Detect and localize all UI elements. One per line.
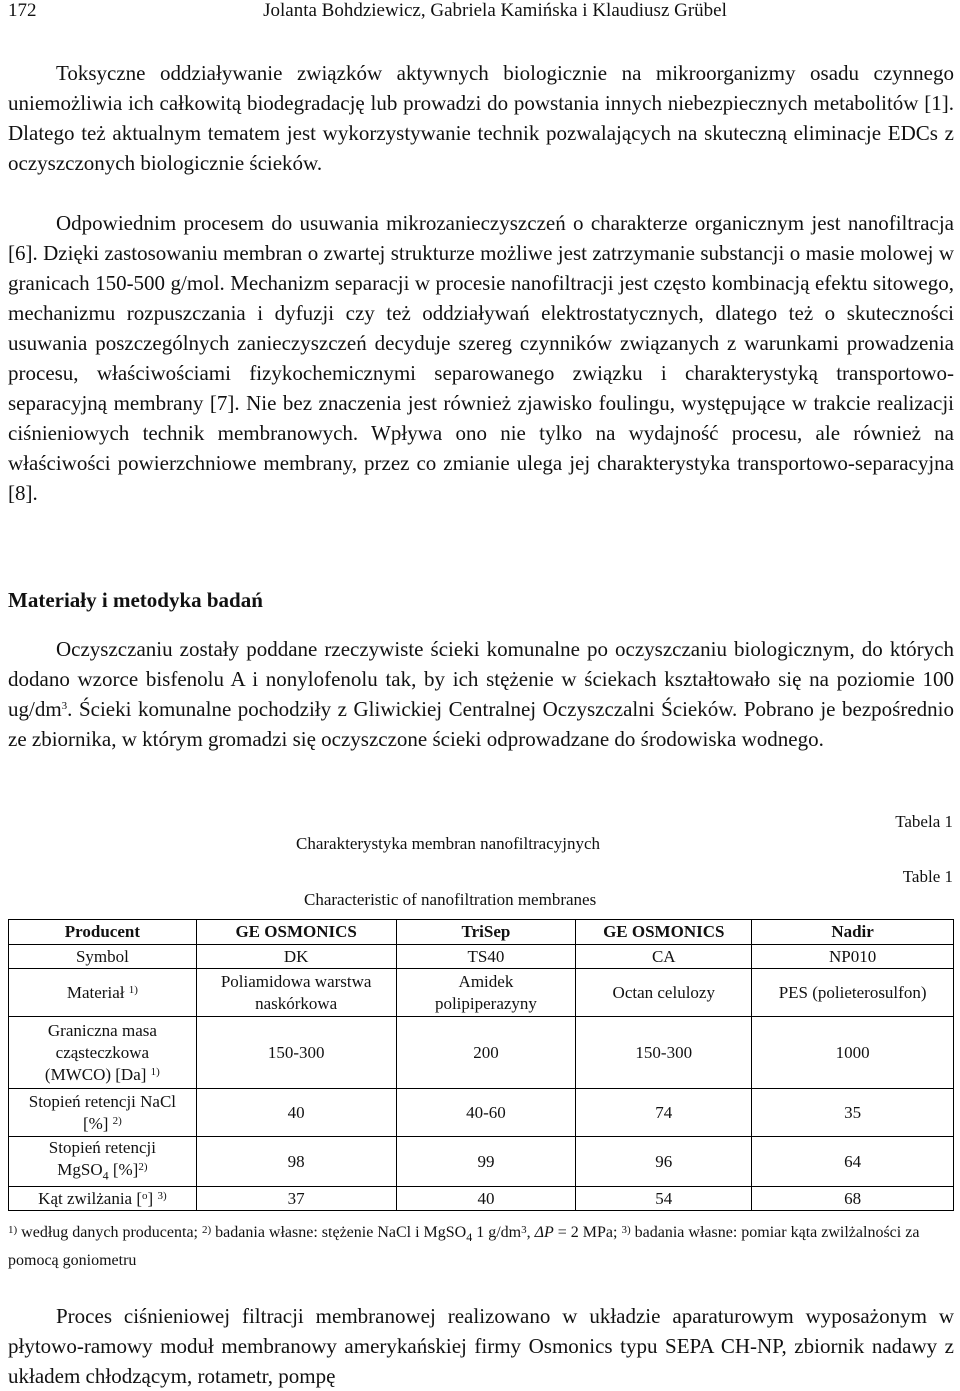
header-cell: TriSep	[396, 920, 576, 945]
table-cell: 1000	[752, 1017, 954, 1089]
table-row-material	[9, 969, 954, 1017]
table-title-pl: Charakterystyka membran nanofiltracyjnych	[296, 834, 600, 853]
table-cell: NP010	[752, 945, 954, 969]
table-label-en: Table 1	[902, 867, 953, 886]
paragraph-process: Proces ciśnieniowej filtracji membranowej realizowano w układzie aparaturowym wyposażonym w płytowo-ramowy moduł membranowy amerykańskiej firmy Osmonics typu SEPA CH-NP, zbiornik nadawy z układem chłodzącym, rotametr, pompę	[8, 1304, 954, 1388]
paragraph-nanofiltration: Odpowiednim procesem do usuwania mikrozanieczyszczeń o charakterze organicznym jest nanofiltracja [6]. Dzięki zastosowaniu membran o zwartej strukturze możliwe jest zatrzymanie substancji o masie molowej w granicach 150-500 g/mol. Mechanizm separacji w procesie nanofiltracji jest często kombinacją efektu sitowego, mechanizmu rozpuszczania i dyfuzji czy też oddziaływań elektrostatycznych, dlatego też o skuteczności usuwania poszczególnych zanieczyszczeń decyduje szereg czynników związanych z warunkami prowadzenia procesu, właściwościami fizykochemicznymi separowanego związku i charakterystyką transportowo-separacyjną membrany [7]. Nie bez znaczenia jest również zjawisko foulingu, występujące w trakcie realizacji ciśnieniowych technik membranowych. Wpływa ono nie tylko na wydajność procesu, ale również na właściwości powierzchniowe membrany, przez co zmianie ulega jej charakterystyka transportowo-separacyjna [8].	[8, 211, 954, 505]
table-header-row	[9, 920, 954, 945]
running-head-authors: Jolanta Bohdziewicz, Gabriela Kamińska i Klaudiusz Grübel	[263, 0, 727, 21]
table-cell: 200	[396, 1017, 576, 1089]
header-cell: GE OSMONICS	[196, 920, 396, 945]
table-cell: 96	[576, 1137, 752, 1187]
table-cell: TS40	[396, 945, 576, 969]
table-cell: 99	[396, 1137, 576, 1187]
table-title-en: Characteristic of nanofiltration membranes	[304, 890, 597, 909]
membrane-table	[8, 919, 954, 1211]
table-cell: 74	[576, 1089, 752, 1137]
header-cell: Nadir	[752, 920, 954, 945]
table-row-mwco	[9, 1017, 954, 1089]
table-row-mgso4	[9, 1137, 954, 1187]
page-number: 172	[8, 0, 37, 21]
table-cell: 40	[396, 1187, 576, 1211]
header-cell: Producent	[9, 920, 197, 945]
table-cell: CA	[576, 945, 752, 969]
row-label: Graniczna masa cząsteczkowa (MWCO) [Da] $^{1)}$	[9, 1017, 197, 1089]
row-label: Stopień retencji MgSO$_4$ [%]$^{2)}$	[9, 1137, 197, 1187]
table-row-nacl	[9, 1089, 954, 1137]
paragraph-intro: Toksyczne oddziaływanie związków aktywnych biologicznie na mikroorganizmy osadu czynnego uniemożliwia ich całkowitą biodegradację lub prowadzi do powstania innych niebezpiecznych metabolitów [1]. Dlatego też aktualnym tematem jest wykorzystywanie technik pozwalających na skuteczną eliminacje EDCs z oczyszczonych biologicznie ścieków.	[8, 61, 954, 175]
table-cell: 98	[196, 1137, 396, 1187]
table-cell: 64	[752, 1137, 954, 1187]
table-label-pl: Tabela 1	[895, 812, 953, 831]
page-header	[8, 0, 952, 26]
table-cell: 68	[752, 1187, 954, 1211]
section-heading: Materiały i metodyka badań	[8, 588, 263, 612]
table-cell: DK	[196, 945, 396, 969]
table-cell: PES (polieterosulfon)	[752, 969, 954, 1017]
table-cell: 54	[576, 1187, 752, 1211]
header-cell: GE OSMONICS	[576, 920, 752, 945]
table-cell: 150-300	[576, 1017, 752, 1089]
row-label: Symbol	[9, 945, 197, 969]
table-footnote: $^{1)}$ według danych producenta; $^{2)}$ badania własne: stężenie NaCl i MgSO$_4$ 1 $g/dm^3$, ΔP = 2 MPa; $^{3)}$ badania własne: pomiar kąta zwilżalności za pomocą goniometru	[8, 1224, 920, 1270]
table-cell: 40-60	[396, 1089, 576, 1137]
row-label: Kąt zwilżania [$^o$] $^{3)}$	[9, 1187, 197, 1211]
table-cell: 35	[752, 1089, 954, 1137]
table-row-symbol	[9, 945, 954, 969]
row-label: Materiał $^{1)}$	[9, 969, 197, 1017]
table-cell: Poliamidowa warstwa naskórkowa	[196, 969, 396, 1017]
row-label: Stopień retencji NaCl [%] $^{2)}$	[9, 1089, 197, 1137]
table-cell: 37	[196, 1187, 396, 1211]
table-cell: Amidek polipiperazyny	[396, 969, 576, 1017]
paragraph-materials: Oczyszczaniu zostały poddane rzeczywiste ścieki komunalne po oczyszczaniu biologicznym, do których dodano wzorce bisfenolu A i nonylofenolu tak, by ich stężenie w ściekach kształtowało się na poziomie 100 $ug/dm^3$. Ścieki komunalne pochodziły z Gliwickiej Centralnej Oczyszczalni Ścieków. Pobrano je bezpośrednio ze zbiornika, w którym gromadzi się oczyszczone ścieki odprowadzane do środowiska wodnego.	[8, 637, 954, 751]
table-cell: Octan celulozy	[576, 969, 752, 1017]
table-cell: 150-300	[196, 1017, 396, 1089]
table-cell: 40	[196, 1089, 396, 1137]
table-row-angle	[9, 1187, 954, 1211]
